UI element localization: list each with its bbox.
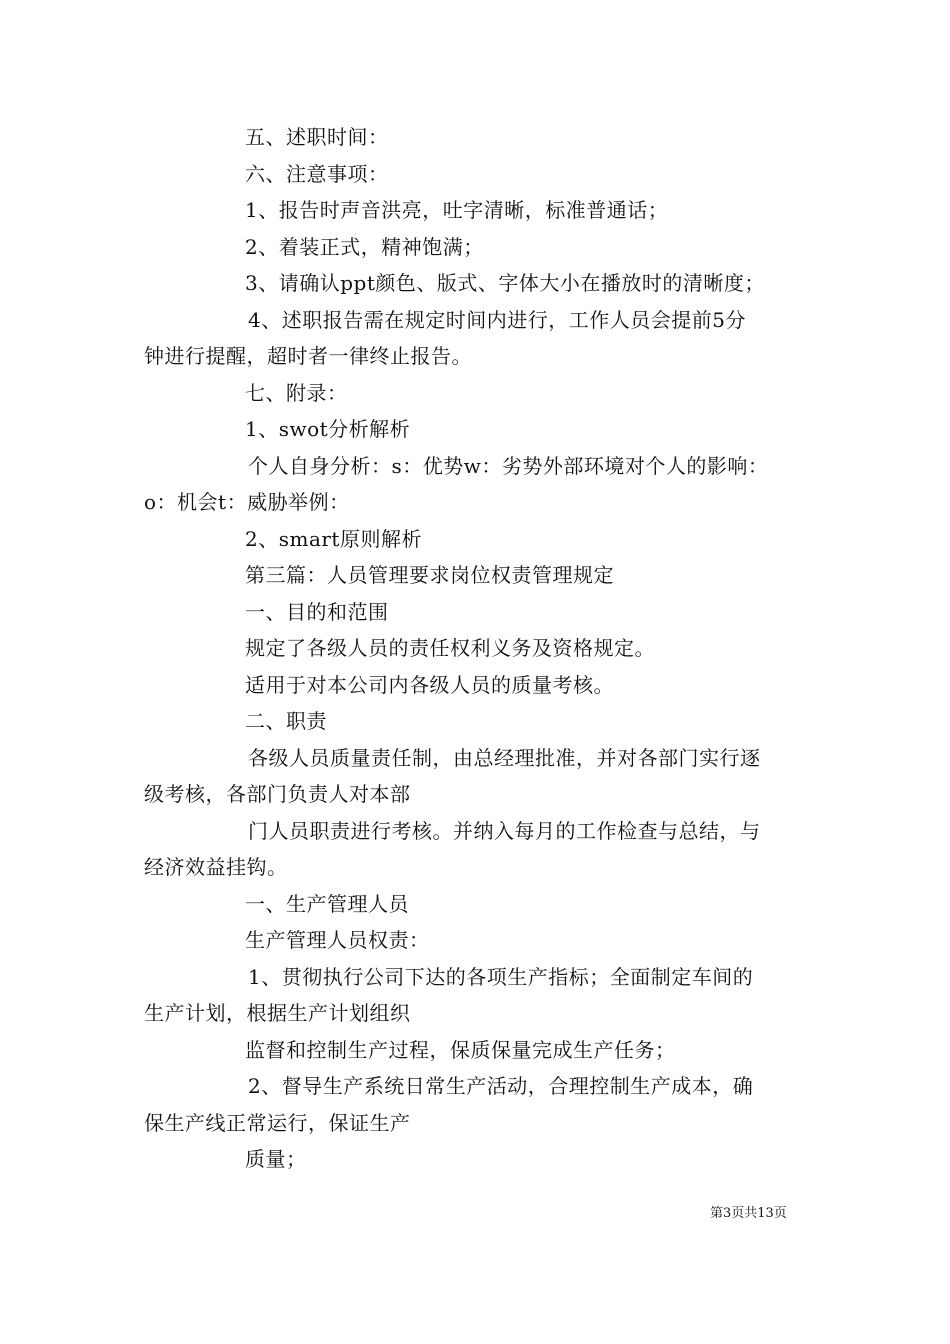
page-number-footer: 第3页共13页 [710,1206,787,1221]
text-line: 级考核，各部门负责人对本部 [144,782,411,806]
text-line: 生产管理人员权责： [245,928,430,952]
text-line: 保生产线正常运行，保证生产 [144,1111,411,1135]
text-line: 经济效益挂钩。 [144,855,288,879]
text-line: 生产计划，根据生产计划组织 [144,1001,411,1025]
text-line: 七、附录： [245,381,348,405]
text-line: 各级人员质量责任制，由总经理批准，并对各部门实行逐 [248,746,761,770]
text-line: 一、生产管理人员 [245,892,409,916]
text-line: o：机会t：威胁举例： [144,490,350,514]
text-line: 六、注意事项： [245,162,389,186]
text-line: 监督和控制生产过程，保质保量完成生产任务； [245,1038,676,1062]
text-line: 质量； [245,1147,307,1171]
text-line: 1、贯彻执行公司下达的各项生产指标；全面制定车间的 [248,965,754,989]
text-line: 门人员职责进行考核。并纳入每月的工作检查与总结，与 [248,819,761,843]
text-line: 4、述职报告需在规定时间内进行，工作人员会提前5分 [248,308,746,332]
text-line: 规定了各级人员的责任权利义务及资格规定。 [245,636,655,660]
text-line: 3、请确认ppt颜色、版式、字体大小在播放时的清晰度； [245,271,765,295]
section-heading: 第三篇：人员管理要求岗位权责管理规定 [245,563,614,587]
text-line: 适用于对本公司内各级人员的质量考核。 [245,673,614,697]
text-line: 1、报告时声音洪亮，吐字清晰，标准普通话； [245,198,669,222]
text-line: 五、述职时间： [245,125,389,149]
text-line: 2、督导生产系统日常生产活动，合理控制生产成本，确 [248,1074,754,1098]
text-line: 一、目的和范围 [245,600,389,624]
text-line: 钟进行提醒，超时者一律终止报告。 [144,344,472,368]
text-line: 二、职责 [245,709,327,733]
text-line: 2、smart原则解析 [245,527,422,551]
text-line: 个人自身分析：s：优势w：劣势外部环境对个人的影响： [248,454,769,478]
text-line: 2、着装正式，精神饱满； [245,235,484,259]
text-line: 1、swot分析解析 [245,417,411,441]
